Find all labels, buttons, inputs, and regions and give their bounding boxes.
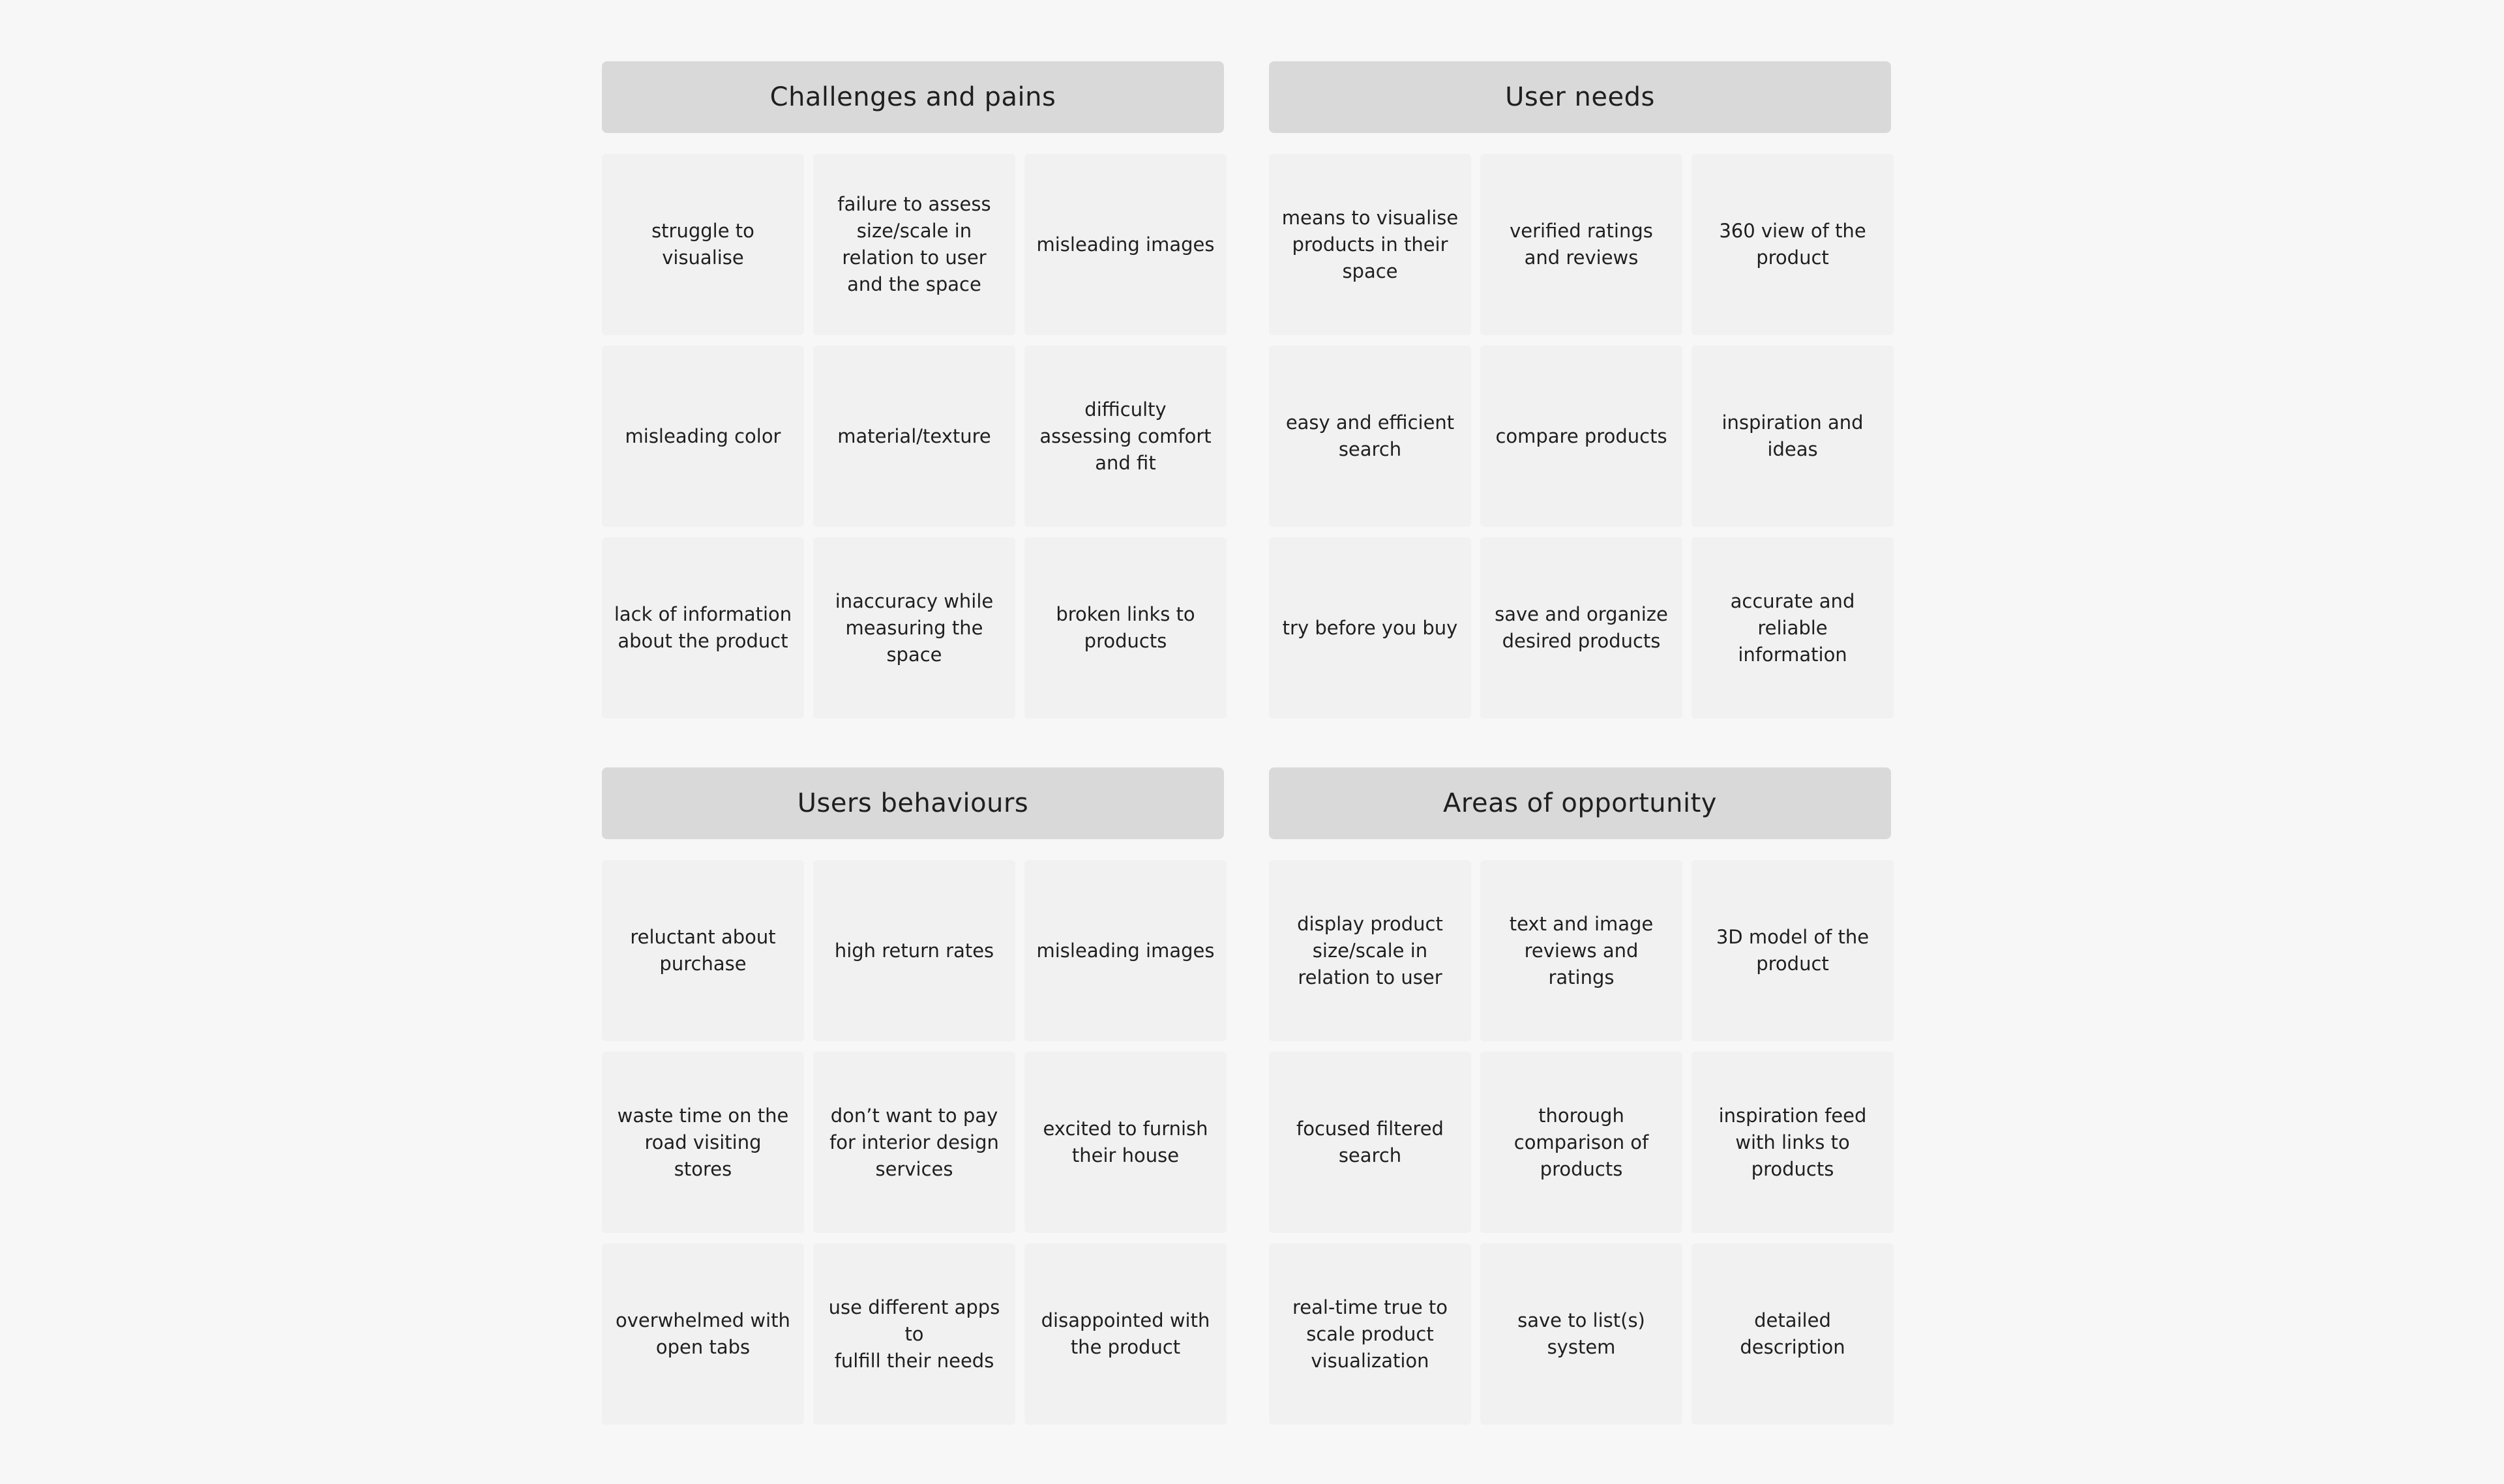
sticky-note (1480, 537, 1682, 719)
note-text: save to list(s) system (1517, 1309, 1645, 1358)
note-text: waste time on the road visiting stores (617, 1104, 789, 1180)
note-text: accurate and reliable information (1730, 589, 1855, 666)
sticky-note (1480, 346, 1682, 527)
sticky-note (1480, 860, 1682, 1041)
sticky-note (1692, 860, 1894, 1041)
note-text: use different apps to fulfill their needs (828, 1296, 1000, 1372)
note-text: focused filtered search (1296, 1118, 1444, 1166)
note-text: excited to furnish their house (1043, 1118, 1208, 1166)
note-text: inspiration and ideas (1722, 411, 1864, 460)
note-text: thorough comparison of products (1513, 1104, 1649, 1180)
note-text: overwhelmed with open tabs (616, 1309, 790, 1358)
sticky-note (813, 860, 1015, 1041)
sticky-note (1024, 1052, 1227, 1233)
note-text: detailed description (1740, 1309, 1845, 1358)
sticky-note (1692, 1052, 1894, 1233)
sticky-note (602, 537, 804, 719)
sticky-note (1692, 154, 1894, 335)
note-text: inaccuracy while measuring the space (835, 589, 994, 666)
sticky-note (1024, 860, 1227, 1041)
sticky-note (1269, 154, 1471, 335)
sticky-note (1269, 537, 1471, 719)
sticky-note (602, 1052, 804, 1233)
note-text: 3D model of the product (1716, 926, 1870, 975)
note-text: disappointed with the product (1041, 1309, 1210, 1358)
sticky-note (1692, 346, 1894, 527)
section-header: Users behaviours (602, 767, 1224, 839)
note-text: text and image reviews and ratings (1509, 912, 1654, 988)
section-header: Challenges and pains (602, 61, 1224, 133)
sticky-note (1480, 1052, 1682, 1233)
note-text: broken links to products (1056, 603, 1195, 652)
note-text: don’t want to pay for interior design services (829, 1104, 999, 1180)
sticky-note (1480, 154, 1682, 335)
sticky-note (1269, 1052, 1471, 1233)
note-text: misleading images (1036, 939, 1215, 962)
sticky-note (1269, 346, 1471, 527)
note-text: misleading images (1036, 233, 1215, 256)
sticky-note (602, 154, 804, 335)
note-text: struggle to visualise (651, 220, 754, 269)
note-text: means to visualise products in their space (1281, 206, 1459, 282)
note-text: 360 view of the product (1719, 220, 1866, 269)
sticky-note (1269, 860, 1471, 1041)
note-text: save and organize desired products (1495, 603, 1668, 652)
note-text: verified ratings and reviews (1510, 220, 1653, 269)
sticky-note (813, 346, 1015, 527)
sticky-note (813, 1052, 1015, 1233)
sticky-note (602, 346, 804, 527)
note-text: easy and efficient search (1285, 411, 1455, 460)
sticky-note (813, 1243, 1015, 1425)
sticky-note (1024, 154, 1227, 335)
note-text: reluctant about purchase (630, 926, 776, 975)
sticky-note (1269, 1243, 1471, 1425)
note-text: misleading color (625, 424, 781, 447)
sticky-note (602, 860, 804, 1041)
note-text: real-time true to scale product visualization (1292, 1296, 1448, 1372)
sticky-note (1024, 346, 1227, 527)
sticky-note (602, 1243, 804, 1425)
sticky-note (1480, 1243, 1682, 1425)
sticky-note (1692, 1243, 1894, 1425)
note-text: lack of information about the product (614, 603, 792, 652)
note-text: try before you buy (1282, 616, 1458, 639)
note-text: high return rates (834, 939, 994, 962)
sticky-note (1692, 537, 1894, 719)
note-text: failure to assess size/scale in relation to user and the space (837, 193, 991, 295)
sticky-note (813, 537, 1015, 719)
note-text: compare products (1495, 424, 1667, 447)
sticky-note (1024, 537, 1227, 719)
section-header: User needs (1269, 61, 1891, 133)
sticky-note (813, 154, 1015, 335)
note-text: difficulty assessing comfort and fit (1039, 398, 1212, 474)
note-text: inspiration feed with links to products (1718, 1104, 1867, 1180)
note-text: display product size/scale in relation to user (1297, 912, 1443, 988)
sticky-note (1024, 1243, 1227, 1425)
note-text: material/texture (837, 424, 991, 447)
section-header: Areas of opportunity (1269, 767, 1891, 839)
